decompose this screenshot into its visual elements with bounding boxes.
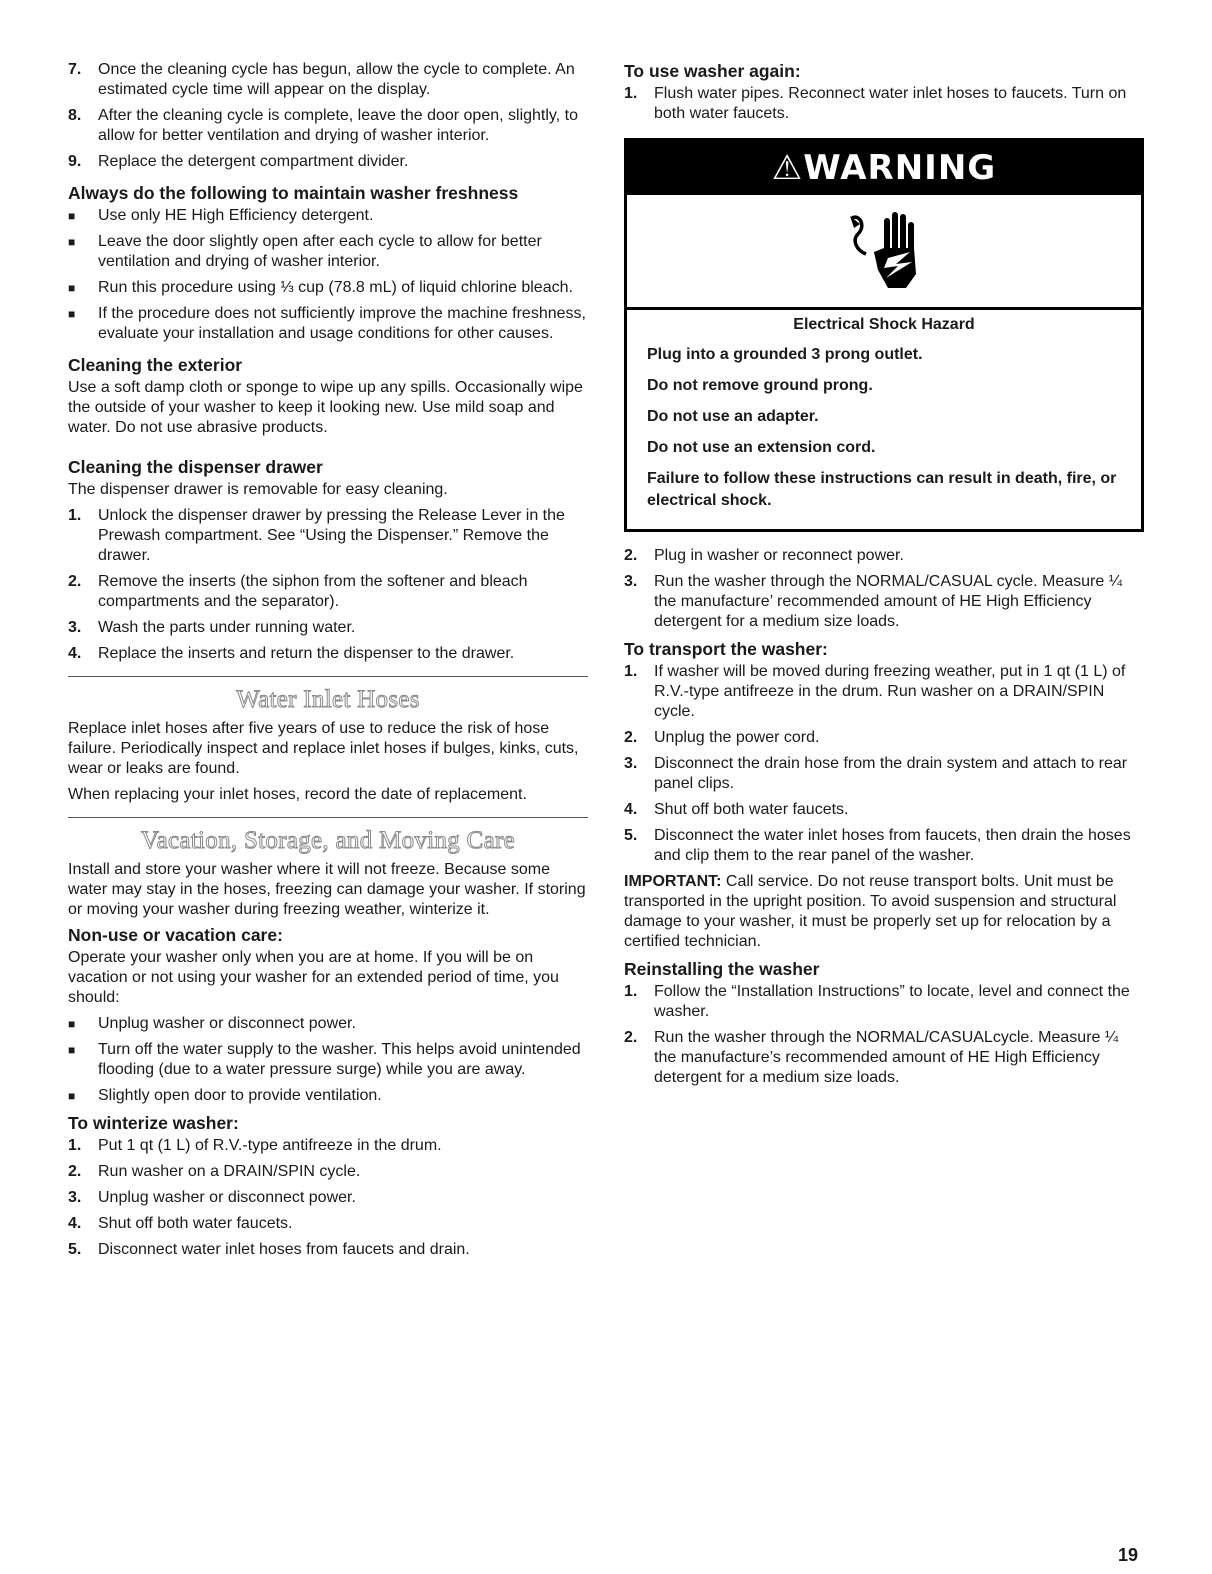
freshness-heading: Always do the following to maintain washer freshness [68,183,519,203]
divider [68,817,588,818]
list-item-number: 8. [68,107,82,124]
vacation-paragraph: Install and store your washer where it will not freeze. Because some water may stay in the hoses, freezing can damage your washer. If storing or moving your washer during freezing weather, winterize it. [68,861,586,918]
list-item-number: 1. [624,983,638,1000]
list-item [624,800,1144,820]
list-item [68,1040,588,1080]
list-item-number: 2. [68,1163,82,1180]
right-column [624,60,1144,1094]
list-item-text: Disconnect water inlet hoses from faucets and drain. [98,1241,470,1258]
reinstall-steps-list [624,982,1144,1088]
list-item-text: Run washer on a DRAIN/SPIN cycle. [98,1163,361,1180]
list-item-text: Unplug washer or disconnect power. [98,1015,356,1032]
list-item [68,304,588,344]
warning-line: Do not use an adapter. [647,408,819,425]
use-again-steps-list-continued [624,546,1144,632]
list-item-number: 4. [68,1215,82,1232]
warning-line: Plug into a grounded 3 prong outlet. [647,346,923,363]
bullet-icon: ■ [68,281,76,295]
warning-box [624,138,1144,532]
list-item-text: Replace the inserts and return the dispenser to the drawer. [98,645,515,662]
list-item [68,1014,588,1034]
list-item-text: Shut off both water faucets. [654,801,849,818]
list-item-text: Run the washer through the NORMAL/CASUAL cycle. Measure ¼ the manufacture’ recommended amount of HE High Efficiency detergent for a medium size loads. [654,573,1123,630]
list-item [68,644,588,664]
vacation-section-title: Vacation, Storage, and Moving Care [141,827,515,854]
list-item-text: Run the washer through the NORMAL/CASUALcycle. Measure ¼ the manufacture’s recommended amount of HE High Efficiency detergent for a medium size loads. [654,1029,1119,1086]
list-item-number: 1. [624,663,638,680]
left-column [68,60,588,1266]
bullet-icon: ■ [68,1043,76,1057]
list-item [68,1162,588,1182]
list-item-text: Leave the door slightly open after each cycle to allow for better ventilation and drying of washer interior. [98,233,542,270]
list-item-text: Flush water pipes. Reconnect water inlet hoses to faucets. Turn on both water faucets. [654,85,1127,122]
important-text: Call service. Do not reuse transport bolts. Unit must be transported in the upright position. To avoid suspension and structural damage to your washer, it must be properly set up for relocation by a certified technician. [624,873,1117,950]
nonuse-heading: Non-use or vacation care: [68,925,283,945]
list-item [68,1086,588,1106]
freshness-list [68,206,588,344]
warning-line: Failure to follow these instructions can result in death, fire, or electrical shock. [647,470,1117,509]
cleaning-steps-list [68,60,588,172]
important-label: IMPORTANT: [624,873,722,890]
list-item-text: After the cleaning cycle is complete, leave the door open, slightly, to allow for better ventilation and drying of washer interior. [98,107,578,144]
list-item [68,152,588,172]
list-item-number: 4. [624,801,638,818]
hoses-paragraph-1: Replace inlet hoses after five years of use to reduce the risk of hose failure. Periodically inspect and replace inlet hoses if bulges, kinks, cuts, wear or leaks are found. [68,720,579,777]
list-item-text: Unplug washer or disconnect power. [98,1189,356,1206]
list-item-text: If the procedure does not sufficiently improve the machine freshness, evaluate your installation and usage conditions for other causes. [98,305,586,342]
dispenser-heading: Cleaning the dispenser drawer [68,457,323,477]
page-number: 19 [1118,1545,1139,1565]
list-item-text: If washer will be moved during freezing weather, put in 1 qt (1 L) of R.V.-type antifreeze in the drum. Run washer on a DRAIN/SPIN cycle. [654,663,1126,720]
list-item-number: 3. [624,573,638,590]
transport-heading: To transport the washer: [624,639,828,659]
bullet-icon: ■ [68,1089,76,1103]
list-item [624,572,1144,632]
list-item [68,1240,588,1260]
reinstall-heading: Reinstalling the washer [624,959,820,979]
list-item-number: 2. [624,1029,638,1046]
list-item-text: Slightly open door to provide ventilation. [98,1087,382,1104]
bullet-icon: ■ [68,1017,76,1031]
list-item-text: Turn off the water supply to the washer. This helps avoid unintended flooding (due to a water pressure surge) while you are away. [98,1041,581,1078]
list-item-text: Once the cleaning cycle has begun, allow the cycle to complete. An estimated cycle time will appear on the display. [98,61,575,98]
electrical-shock-icon [627,195,1141,310]
nonuse-paragraph: Operate your washer only when you are at home. If you will be on vacation or not using your washer for an extended period of time, you should: [68,949,559,1006]
hoses-section-title: Water Inlet Hoses [236,686,420,713]
list-item-text: Use only HE High Efficiency detergent. [98,207,374,224]
list-item-text: Put 1 qt (1 L) of R.V.-type antifreeze in the drum. [98,1137,442,1154]
list-item-number: 1. [68,1137,82,1154]
list-item-number: 3. [68,1189,82,1206]
list-item-text: Disconnect the drain hose from the drain system and attach to rear panel clips. [654,755,1128,792]
list-item [68,1214,588,1234]
list-item-text: Unplug the power cord. [654,729,820,746]
bullet-icon: ■ [68,307,76,321]
exterior-text: Use a soft damp cloth or sponge to wipe up any spills. Occasionally wipe the outside of your washer to keep it looking new. Use mild soap and water. Do not use abrasive products. [68,379,583,436]
list-item-text: Shut off both water faucets. [98,1215,293,1232]
exterior-heading: Cleaning the exterior [68,355,243,375]
winterize-steps-list [68,1136,588,1260]
list-item [68,232,588,272]
list-item-number: 2. [624,547,638,564]
warning-line: Do not use an extension cord. [647,439,876,456]
list-item [68,106,588,146]
list-item [68,506,588,566]
list-item [624,662,1144,722]
bullet-icon: ■ [68,235,76,249]
list-item [624,84,1144,124]
warning-body [627,310,1141,529]
list-item [68,618,588,638]
list-item-text: Remove the inserts (the siphon from the softener and bleach compartments and the separator). [98,573,528,610]
list-item [624,728,1144,748]
list-item [624,546,1144,566]
dispenser-text: The dispenser drawer is removable for easy cleaning. [68,481,448,498]
use-again-steps-list [624,84,1144,124]
list-item-text: Replace the detergent compartment divider. [98,153,409,170]
list-item-text: Plug in washer or reconnect power. [654,547,904,564]
list-item-number: 3. [624,755,638,772]
list-item [624,1028,1144,1088]
list-item-number: 1. [68,507,82,524]
list-item-number: 9. [68,153,82,170]
list-item-number: 2. [624,729,638,746]
divider [68,676,588,677]
list-item-number: 2. [68,573,82,590]
list-item-number: 3. [68,619,82,636]
warning-lines [647,344,1121,512]
list-item [68,206,588,226]
list-item [624,754,1144,794]
list-item-number: 5. [624,827,638,844]
list-item-number: 7. [68,61,82,78]
list-item [68,60,588,100]
list-item [68,278,588,298]
list-item-text: Run this procedure using ⅓ cup (78.8 mL) of liquid chlorine bleach. [98,279,573,296]
nonuse-list [68,1014,588,1106]
winterize-heading: To winterize washer: [68,1113,239,1133]
list-item [68,1188,588,1208]
list-item-text: Follow the “Installation Instructions” to locate, level and connect the washer. [654,983,1130,1020]
warning-header: ⚠WARNING [627,141,1141,195]
dispenser-steps-list [68,506,588,664]
list-item-number: 1. [624,85,638,102]
list-item [624,826,1144,866]
use-again-heading: To use washer again: [624,61,801,81]
list-item [624,982,1144,1022]
transport-steps-list [624,662,1144,866]
hoses-paragraph-2: When replacing your inlet hoses, record the date of replacement. [68,786,527,803]
list-item-number: 4. [68,645,82,662]
list-item [68,1136,588,1156]
list-item-number: 5. [68,1241,82,1258]
bullet-icon: ■ [68,209,76,223]
list-item-text: Disconnect the water inlet hoses from faucets, then drain the hoses and clip them to the rear panel of the washer. [654,827,1131,864]
list-item [68,572,588,612]
important-note [624,872,1144,952]
warning-line: Do not remove ground prong. [647,377,873,394]
warning-title: Electrical Shock Hazard [793,316,975,333]
list-item-text: Wash the parts under running water. [98,619,356,636]
list-item-text: Unlock the dispenser drawer by pressing the Release Lever in the Prewash compartment. See “Using the Dispenser.” Remove the drawer. [98,507,565,564]
